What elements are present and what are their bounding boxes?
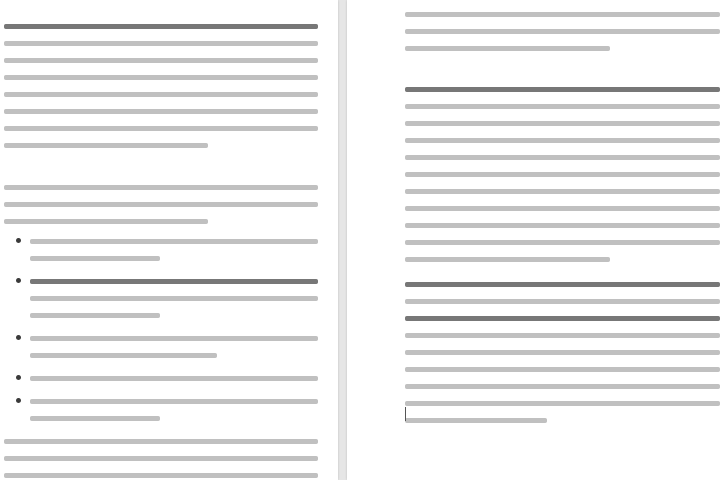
list-item [4, 393, 318, 427]
text-cursor [405, 407, 406, 421]
paragraph [4, 179, 318, 230]
document-page-right [347, 0, 720, 480]
list-item [4, 330, 318, 364]
bullet-icon [16, 335, 21, 340]
paragraph [4, 18, 318, 154]
bullet-list [4, 233, 318, 427]
section-heading [4, 0, 318, 14]
paragraph [405, 276, 720, 429]
bullet-icon [16, 238, 21, 243]
bullet-icon [16, 375, 21, 380]
list-item [4, 273, 318, 324]
bullet-icon [16, 398, 21, 403]
list-item [4, 233, 318, 267]
section-heading [405, 63, 720, 77]
paragraph [405, 81, 720, 268]
document-page-left [0, 0, 338, 480]
section-heading [4, 161, 318, 175]
bullet-icon [16, 278, 21, 283]
paragraph [405, 6, 720, 57]
list-item [4, 370, 318, 387]
paragraph [4, 433, 318, 480]
